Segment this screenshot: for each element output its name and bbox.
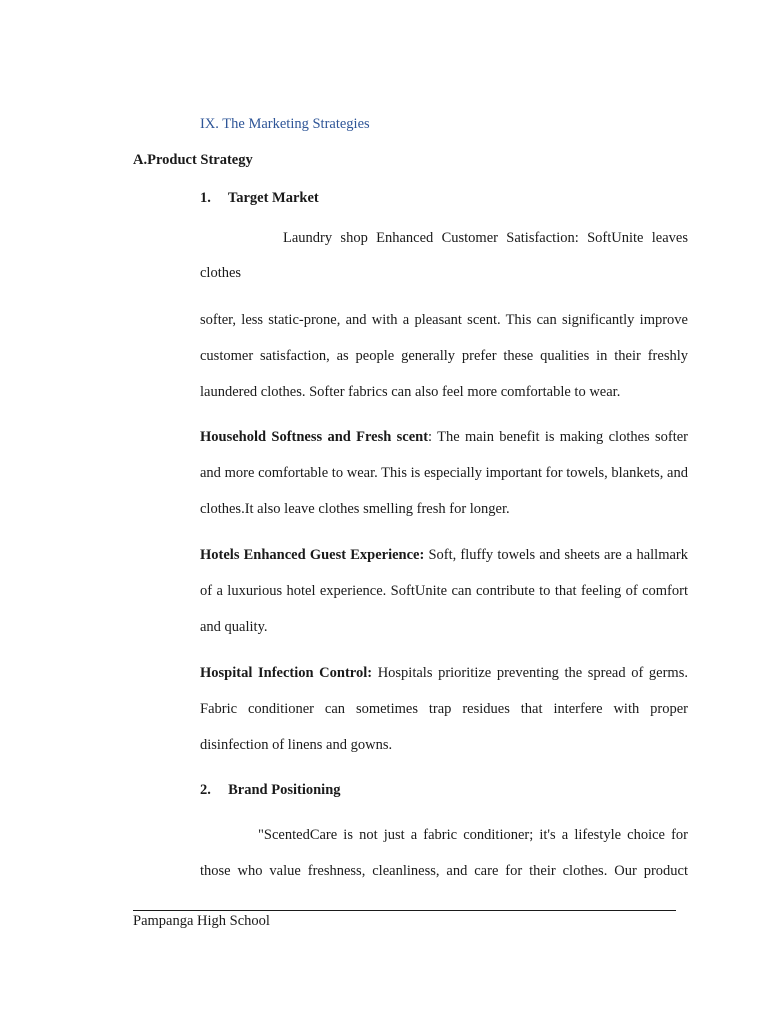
heading-number: 1. [200,190,211,206]
paragraph-label: Hospital Infection Control: [200,665,373,681]
paragraph-text: : The main benefit is making clothes softer and more comfortable to wear. This is especially important for towels, blankets, and clothes.It also leave clothes smelling fresh for longer. [200,429,688,517]
heading-text: Brand Positioning [228,782,341,798]
paragraph-text: Hospitals prioritize preventing the spread of germs. Fabric conditioner can sometimes trap residues that interfere with proper disinfection of linens and gowns. [200,665,688,753]
paragraph-hospital [200,655,688,763]
intro-line-1: Laundry shop Enhanced Customer Satisfaction: SoftUnite leaves [283,230,688,246]
paragraph-hotels [200,537,688,645]
paragraph-softer: softer, less static-prone, and with a pleasant scent. This can significantly improve customer satisfaction, as people generally prefer these qualities in their freshly laundered clothes. Softer fabrics can also feel more comfortable to wear. [200,312,688,400]
footer-school: Pampanga High School [133,913,270,929]
footer-rule [133,910,676,911]
sub-title: A.Product Strategy [133,152,253,168]
quote-line-2: those who value freshness, cleanliness, and care for their clothes. Our product [200,863,688,879]
paragraph-text: Soft, fluffy towels and sheets are a hallmark of a luxurious hotel experience. SoftUnite can contribute to that feeling of comfort and quality. [200,547,688,635]
paragraph-label: Hotels Enhanced Guest Experience: [200,547,425,563]
paragraph-household [200,419,688,527]
quote-line-1: "ScentedCare is not just a fabric conditioner; it's a lifestyle choice for [258,827,688,843]
section-title: IX. The Marketing Strategies [200,116,370,132]
heading-number: 2. [200,782,211,798]
heading-text: Target Market [227,190,319,206]
paragraph-label: Household Softness and Fresh scent [200,429,429,445]
intro-line-2: clothes [200,265,242,281]
heading-brand-positioning [200,782,341,799]
heading-target-market [200,190,319,207]
